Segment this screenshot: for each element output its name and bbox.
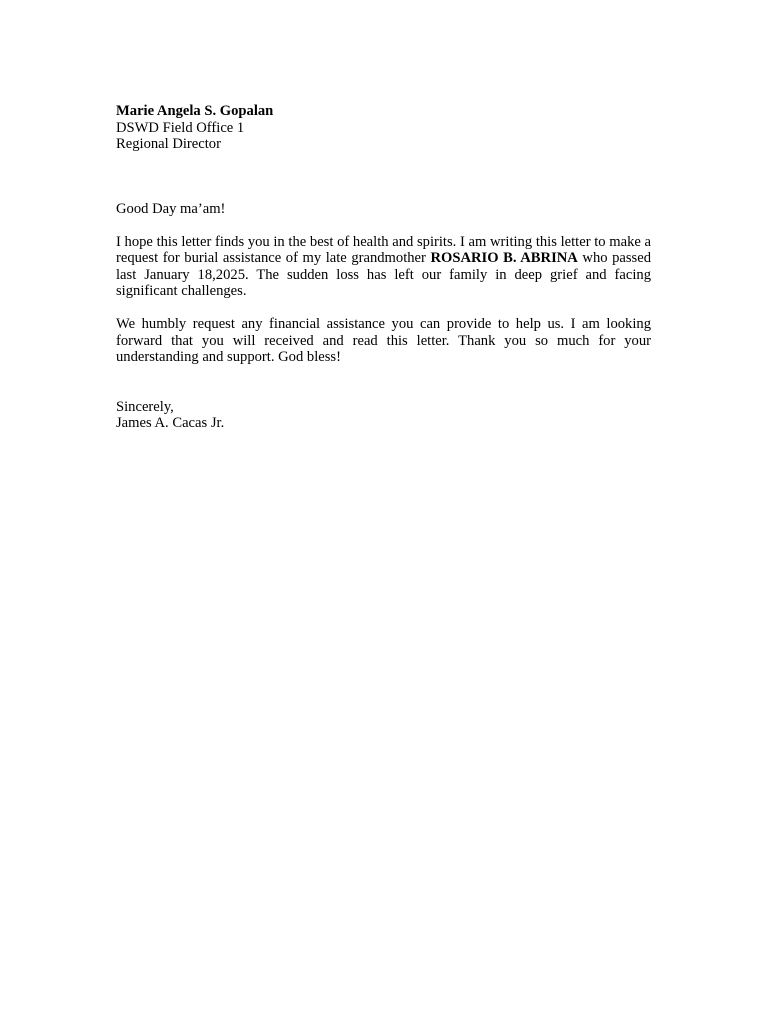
recipient-block (116, 103, 651, 153)
paragraph-2: We humbly request any financial assistance you can provide to help us. I am looking forward that you will received and read this letter. Thank you so much for your understanding and support. God bless! (116, 316, 651, 365)
recipient-position: Regional Director (116, 136, 221, 152)
letter-body (116, 103, 651, 432)
valediction: Sincerely, (116, 398, 174, 415)
greeting: Good Day ma’am! (116, 200, 226, 217)
signatory-name: James A. Cacas Jr. (116, 415, 225, 431)
paragraph-1 (116, 234, 651, 300)
recipient-office: DSWD Field Office 1 (116, 119, 245, 136)
closing-block (116, 399, 651, 432)
deceased-name: ROSARIO B. ABRINA (430, 250, 578, 266)
recipient-name: Marie Angela S. Gopalan (116, 103, 274, 119)
paragraph-1-text-start: I hope this letter finds you in the best of health and spirits. I am writing this letter to make a request for burial assistance of my late grandmother (116, 233, 651, 266)
paragraph-1-text-end: who passed last January 18,2025. The sudden loss has left our family in deep grief and facing significant challenges. (116, 250, 651, 299)
